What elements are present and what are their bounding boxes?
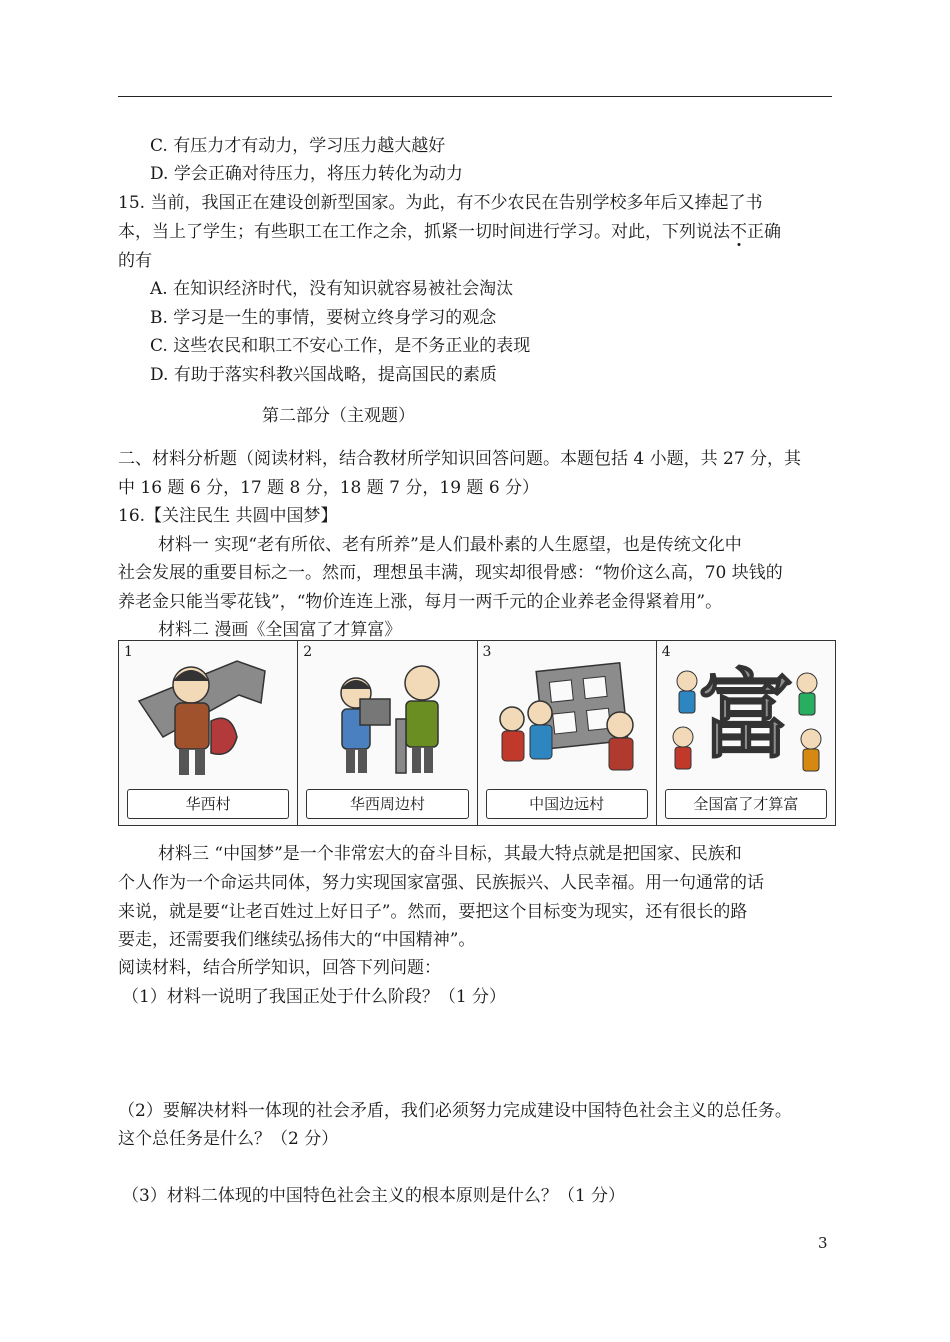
- comic-panel-3: [478, 641, 657, 825]
- q15-option-d: D. 有助于落实科教兴国战略，提高国民的素质: [150, 365, 497, 385]
- panel-1-illustration: [119, 641, 297, 791]
- material2-title: 材料二 漫画《全国富了才算富》: [158, 620, 402, 640]
- panel-2-illustration: [298, 641, 476, 791]
- q15-option-b: B. 学习是一生的事情，要树立终身学习的观念: [150, 308, 497, 328]
- emphasis-dot-char: 不: [730, 222, 747, 242]
- q15-stem-line3: 的有: [118, 251, 152, 271]
- q15-option-c: C. 这些农民和职工不安心工作，是不务正业的表现: [150, 336, 531, 356]
- fu-character: 富: [697, 659, 794, 772]
- material3-line3: 来说，就是要“让老百姓过上好日子”。然而，要把这个目标变为现实，还有很长的路: [118, 902, 748, 922]
- material3-line4: 要走，还需要我们继续弘扬伟大的“中国精神”。: [118, 930, 476, 950]
- material1-line1: 材料一 实现“老有所依、老有所养”是人们最朴素的人生愿望，也是传统文化中: [158, 535, 742, 555]
- q15-stem-line2: 本，当上了学生；有些职工在工作之余，抓紧一切时间进行学习。对此，下列说法不正确: [118, 222, 781, 242]
- comic-panel-2: [298, 641, 477, 825]
- comic-panel-1: [119, 641, 298, 825]
- panel-4-illustration: [657, 641, 835, 791]
- material3-line2: 个人作为一个命运共同体，努力实现国家富强、民族振兴、人民幸福。用一句通常的话: [118, 873, 764, 893]
- panel-number: 1: [124, 644, 133, 660]
- q14-option-d: D. 学会正确对待压力，将压力转化为动力: [150, 164, 463, 184]
- panel-caption: 华西村: [127, 789, 289, 819]
- subquestion-1: （1）材料一说明了我国正处于什么阶段？（1 分）: [122, 987, 507, 1007]
- panel-caption: 全国富了才算富: [665, 789, 827, 819]
- q15-option-a: A. 在知识经济时代，没有知识就容易被社会淘汰: [150, 279, 514, 299]
- material3-line1: 材料三 “中国梦”是一个非常宏大的奋斗目标，其最大特点就是把国家、民族和: [158, 844, 742, 864]
- material1-line3: 养老金只能当零花钱”，“物价连连上涨，每月一两千元的企业养老金得紧着用”。: [118, 592, 723, 612]
- part2-title: 第二部分（主观题）: [262, 406, 415, 426]
- section2-intro-line2: 中 16 题 6 分，17 题 8 分，18 题 7 分，19 题 6 分）: [118, 478, 540, 498]
- panel-3-illustration: [478, 641, 656, 791]
- header-rule: [118, 96, 832, 97]
- q15-stem-line1: 15. 当前，我国正在建设创新型国家。为此，有不少农民在告别学校多年后又捧起了书: [118, 193, 763, 213]
- comic-strip: [118, 640, 836, 826]
- panel-caption: 华西周边村: [306, 789, 468, 819]
- subquestion-2-line2: 这个总任务是什么？（2 分）: [118, 1129, 339, 1149]
- subquestion-2-line1: （2）要解决材料一体现的社会矛盾，我们必须努力完成建设中国特色社会主义的总任务。: [118, 1101, 792, 1121]
- panel-caption: 中国边远村: [486, 789, 648, 819]
- panel-number: 4: [661, 644, 671, 660]
- q16-title: 16.【关注民生 共圆中国梦】: [118, 506, 338, 526]
- q14-option-c: C. 有压力才有动力，学习压力越大越好: [150, 136, 446, 156]
- panel-number: 2: [303, 644, 313, 660]
- section2-intro-line1: 二、材料分析题（阅读材料，结合教材所学知识回答问题。本题包括 4 小题，共 27 分，其: [118, 449, 802, 469]
- panel-number: 3: [482, 644, 492, 660]
- subquestion-3: （3）材料二体现的中国特色社会主义的根本原则是什么？（1 分）: [122, 1186, 626, 1206]
- comic-panel-4: [657, 641, 835, 825]
- page-number: 3: [818, 1234, 828, 1252]
- reading-instruction: 阅读材料，结合所学知识，回答下列问题：: [118, 958, 441, 978]
- material1-line2: 社会发展的重要目标之一。然而，理想虽丰满，现实却很骨感：“物价这么高，70 块钱的: [118, 563, 783, 583]
